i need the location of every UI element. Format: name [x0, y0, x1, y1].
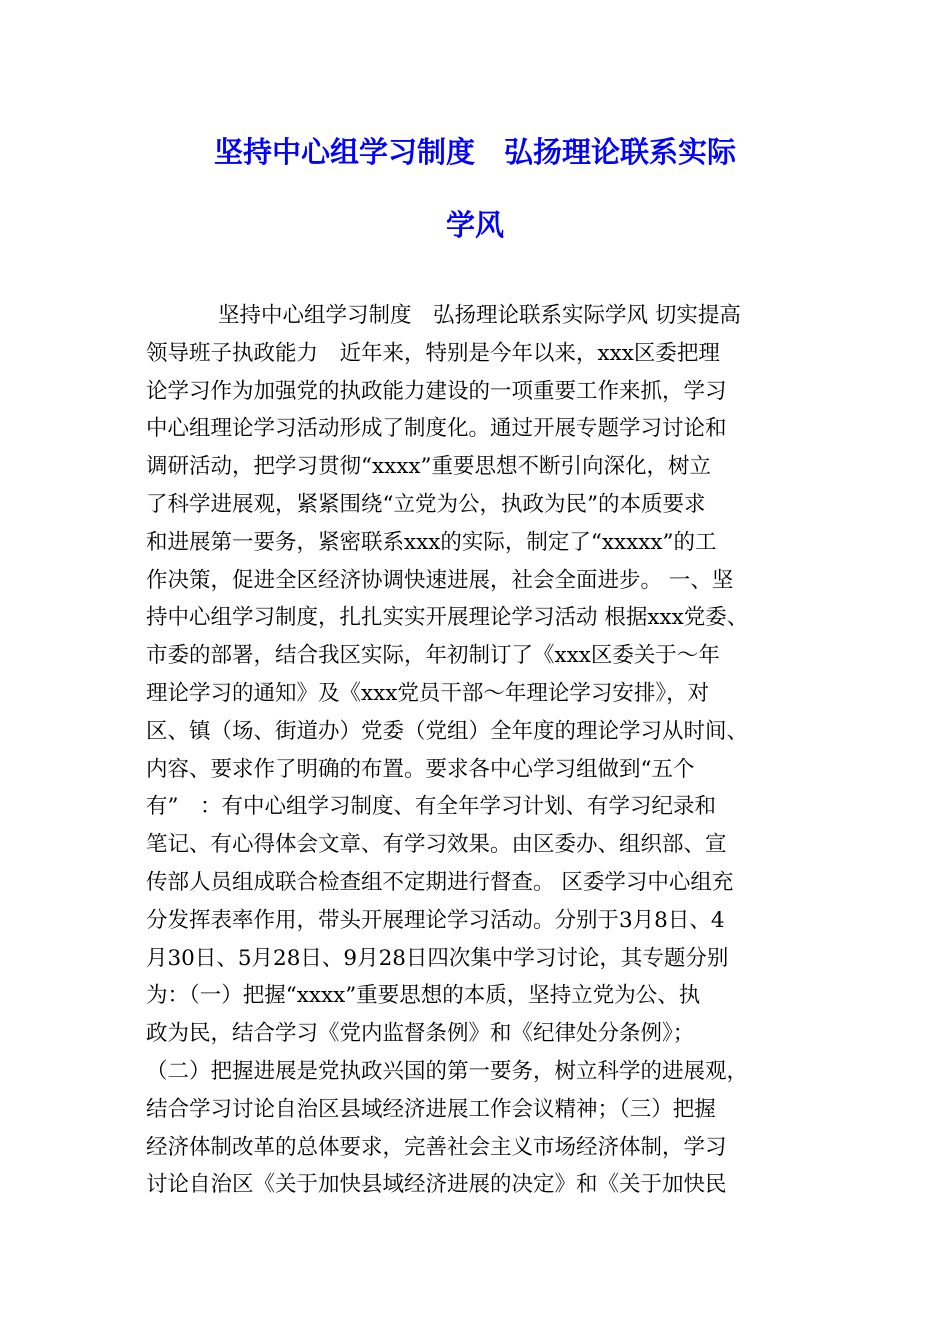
body-line: 了科学进展观，紧紧围绕“立党为公，执政为民”的本质要求: [146, 491, 706, 517]
body-line: 传部人员组成联合检查组不定期进行督查。 区委学习中心组充: [146, 869, 734, 895]
body-line: 和进展第一要务，紧密联系xxx的实际，制定了“xxxxx”的工: [146, 529, 717, 555]
body-line: 月30日、5月28日、9月28日四次集中学习讨论，其专题分别: [146, 945, 729, 971]
body-line: 调研活动，把学习贯彻“xxxx”重要思想不断引向深化，树立: [146, 454, 711, 480]
body-line: 为：（一）把握“xxxx”重要思想的本质，坚持立党为公、执: [146, 983, 701, 1009]
body-line: 结合学习讨论自治区县域经济进展工作会议精神；（三）把握: [146, 1096, 716, 1122]
document-title-line-2: 学风: [445, 208, 504, 242]
document-title-line-1: 坚持中心组学习制度 弘扬理论联系实际: [213, 135, 736, 169]
body-line: 经济体制改革的总体要求，完善社会主义市场经济体制，学习: [146, 1134, 727, 1160]
body-line: 笔记、有心得体会文章、有学习效果。由区委办、组织部、宣: [146, 832, 727, 858]
body-line: 市委的部署，结合我区实际，年初制订了《xxx区委关于～年: [146, 643, 720, 669]
body-line: 政为民，结合学习《党内监督条例》和《纪律处分条例》；: [146, 1021, 695, 1047]
body-line: 区、镇（场、街道办）党委（党组）全年度的理论学习从时间、: [146, 718, 749, 744]
body-line: 论学习作为加强党的执政能力建设的一项重要工作来抓，学习: [146, 378, 727, 404]
body-line: 有” ：有中心组学习制度、有全年学习计划、有学习纪录和: [146, 794, 716, 820]
body-line: 理论学习的通知》及《xxx党员干部～年理论学习安排》，对: [146, 680, 710, 706]
body-line: 持中心组学习制度，扎扎实实开展理论学习活动 根据xxx党委、: [146, 605, 749, 631]
body-line: 作决策，促进全区经济协调快速进展，社会全面进步。 一、坚: [146, 567, 734, 593]
body-line: 内容、要求作了明确的布置。要求各中心学习组做到“五个: [146, 756, 695, 782]
body-line: 坚持中心组学习制度 弘扬理论联系实际学风 切实提高: [218, 303, 741, 328]
body-line: （二）把握进展是党执政兴国的第一要务，树立科学的进展观，: [146, 1058, 749, 1084]
body-line: 领导班子执政能力 近年来，特别是今年以来，xxx区委把理: [146, 340, 720, 366]
body-line: 分发挥表率作用，带头开展理论学习活动。分别于3月8日、4: [146, 907, 725, 933]
body-line: 讨论自治区《关于加快县域经济进展的决定》和《关于加快民: [146, 1172, 727, 1198]
body-line: 中心组理论学习活动形成了制度化。通过开展专题学习讨论和: [146, 416, 727, 442]
document-body: [146, 297, 826, 1204]
